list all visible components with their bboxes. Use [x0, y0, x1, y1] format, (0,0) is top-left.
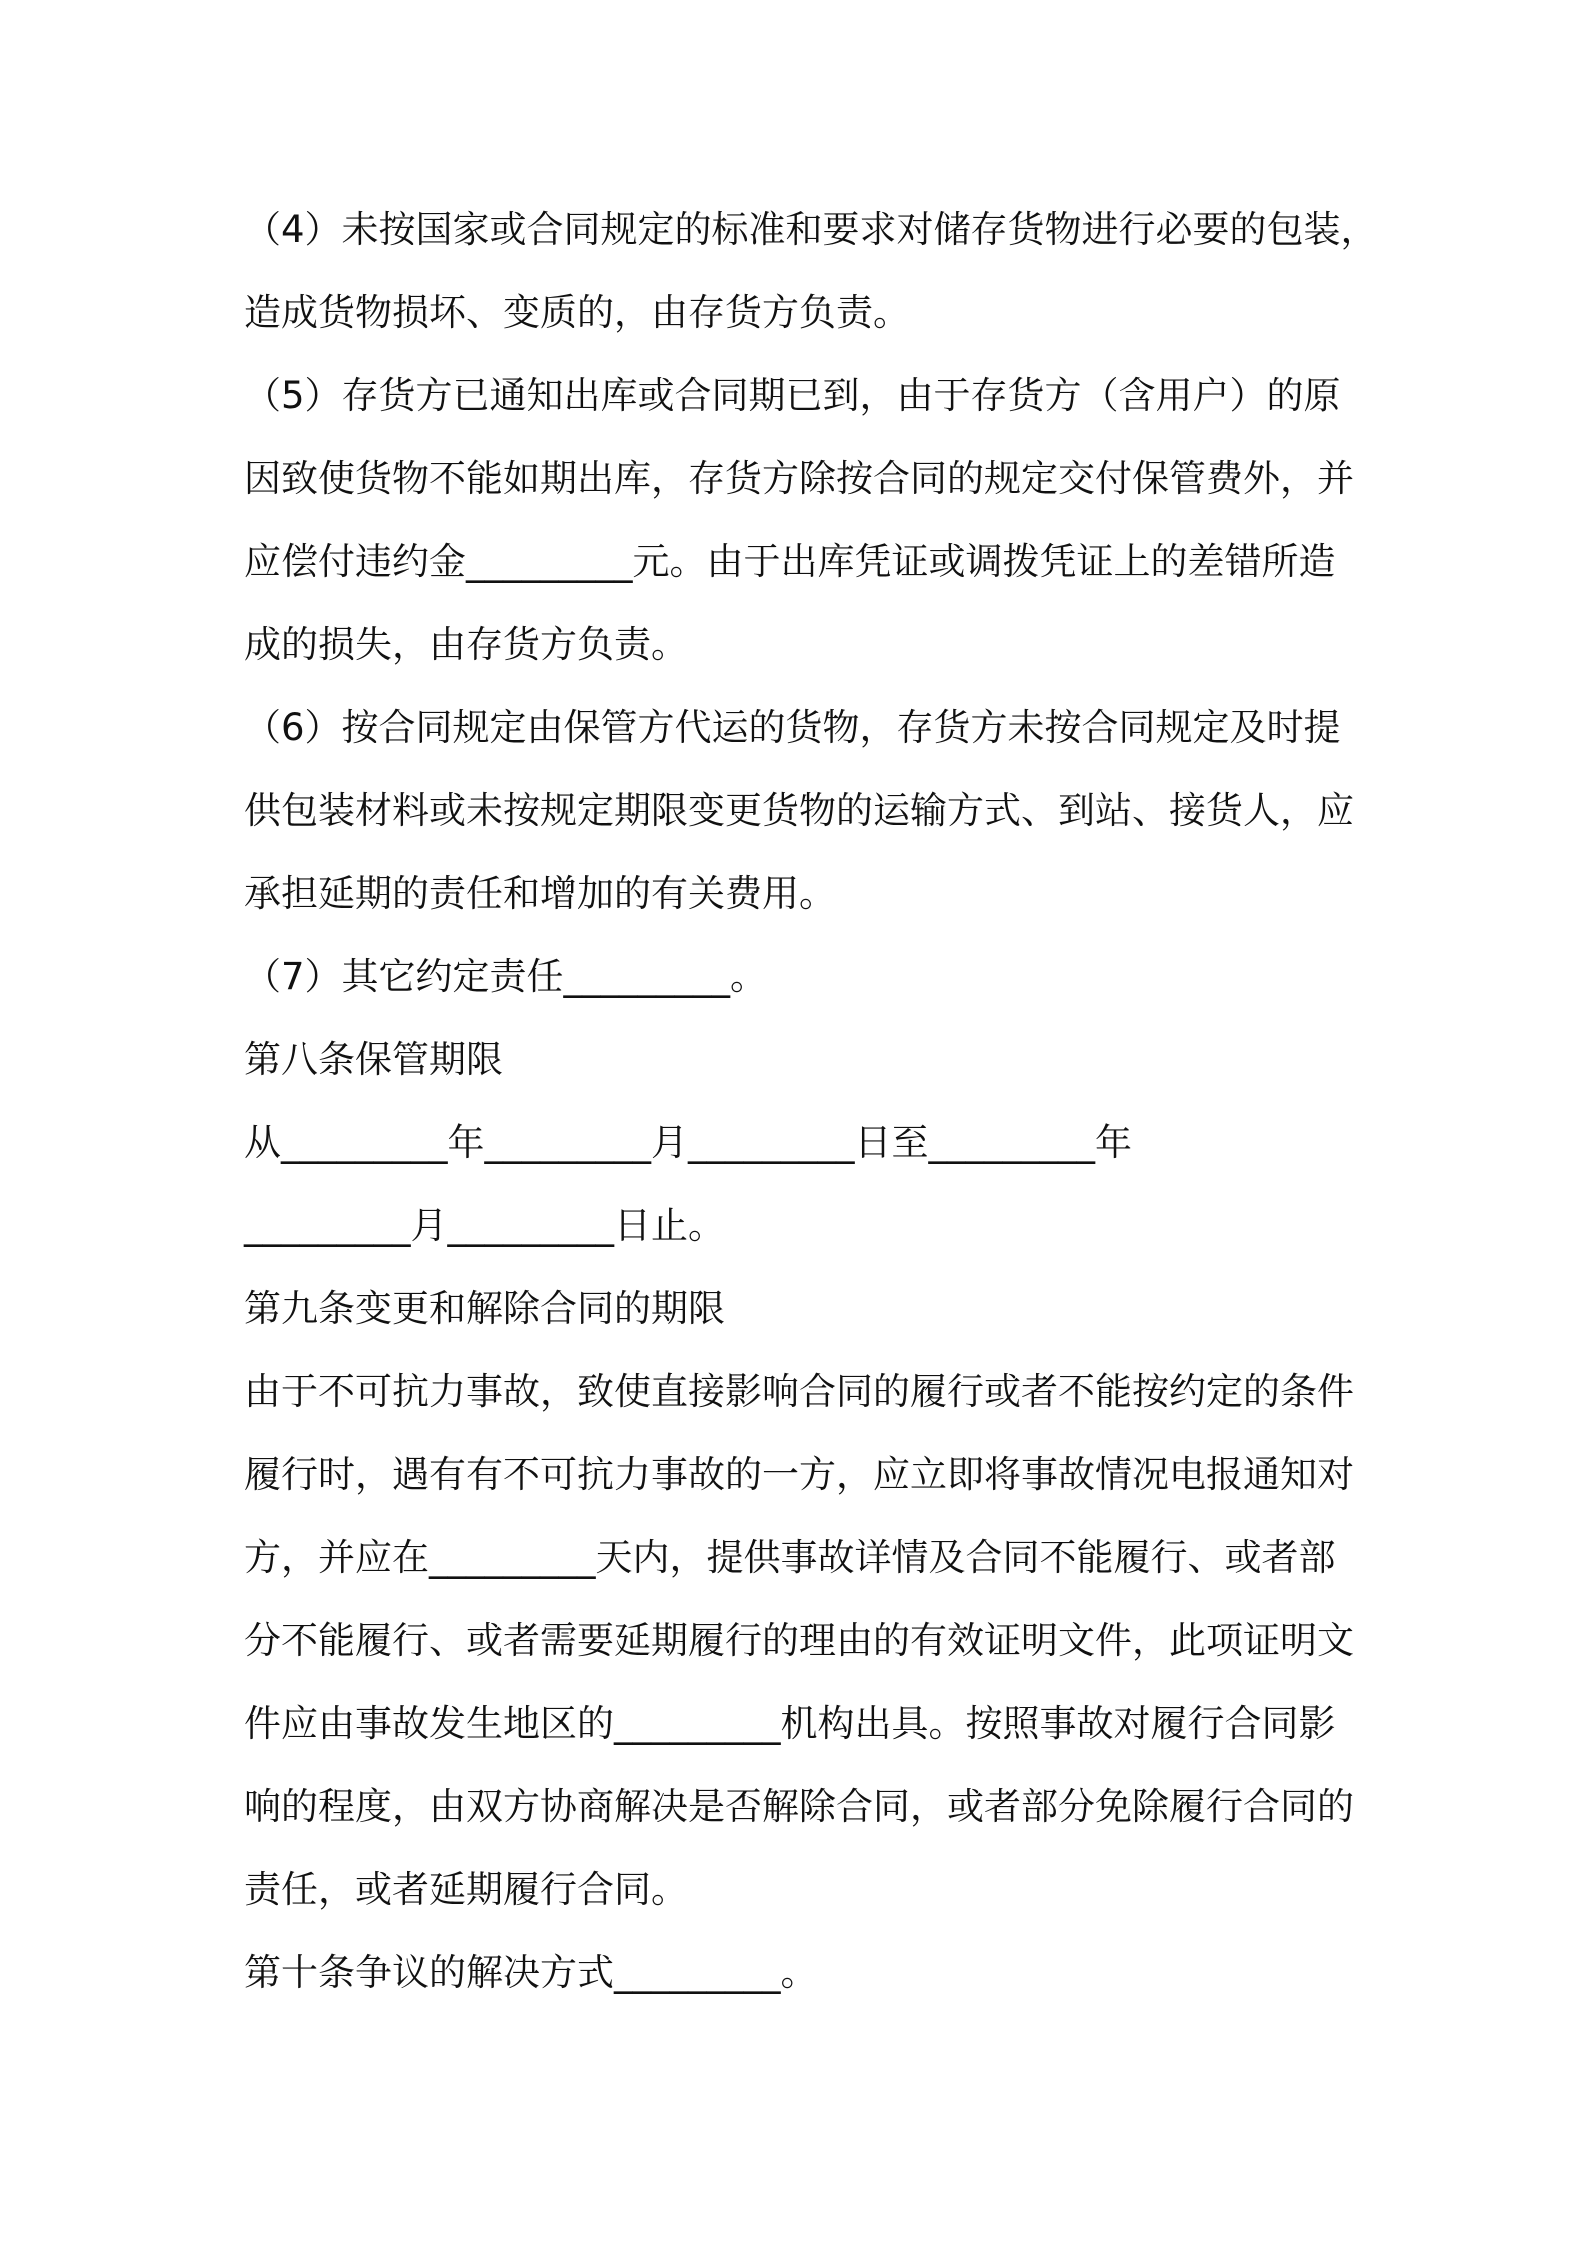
text-line: 成的损失，由存货方负责。	[244, 623, 688, 666]
text-line: （5）存货方已通知出库或合同期已到，由于存货方（含用户）的原	[244, 374, 1341, 417]
text-line: 件应由事故发生地区的_________机构出具。按照事故对履行合同影	[244, 1702, 1336, 1745]
text-line: 履行时，遇有有不可抗力事故的一方，应立即将事故情况电报通知对	[244, 1453, 1354, 1496]
text-line: 方，并应在_________天内，提供事故详情及合同不能履行、或者部	[244, 1536, 1336, 1579]
text-line: 分不能履行、或者需要延期履行的理由的有效证明文件，此项证明文	[244, 1619, 1354, 1662]
text-line: 由于不可抗力事故，致使直接影响合同的履行或者不能按约定的条件	[244, 1370, 1354, 1413]
section-heading: 第十条争议的解决方式_________。	[244, 1951, 818, 1994]
text-line: （6）按合同规定由保管方代运的货物，存货方未按合同规定及时提	[244, 706, 1341, 749]
text-line: 从_________年_________月_________日至_________年	[244, 1121, 1132, 1164]
section-heading: 第九条变更和解除合同的期限	[244, 1287, 725, 1330]
text-line: 应偿付违约金_________元。由于出库凭证或调拨凭证上的差错所造	[244, 540, 1336, 583]
text-line: 供包装材料或未按规定期限变更货物的运输方式、到站、接货人，应	[244, 789, 1354, 832]
section-heading: 第八条保管期限	[244, 1038, 503, 1081]
text-line: 响的程度，由双方协商解决是否解除合同，或者部分免除履行合同的	[244, 1785, 1354, 1828]
text-line: （7）其它约定责任_________。	[244, 955, 768, 998]
text-line: _________月_________日止。	[244, 1204, 725, 1247]
text-line: 承担延期的责任和增加的有关费用。	[244, 872, 836, 915]
text-line: （4）未按国家或合同规定的标准和要求对储存货物进行必要的包装，	[244, 208, 1378, 251]
text-line: 责任，或者延期履行合同。	[244, 1868, 688, 1911]
text-line: 造成货物损坏、变质的，由存货方负责。	[244, 291, 910, 334]
text-line: 因致使货物不能如期出库，存货方除按合同的规定交付保管费外，并	[244, 457, 1354, 500]
